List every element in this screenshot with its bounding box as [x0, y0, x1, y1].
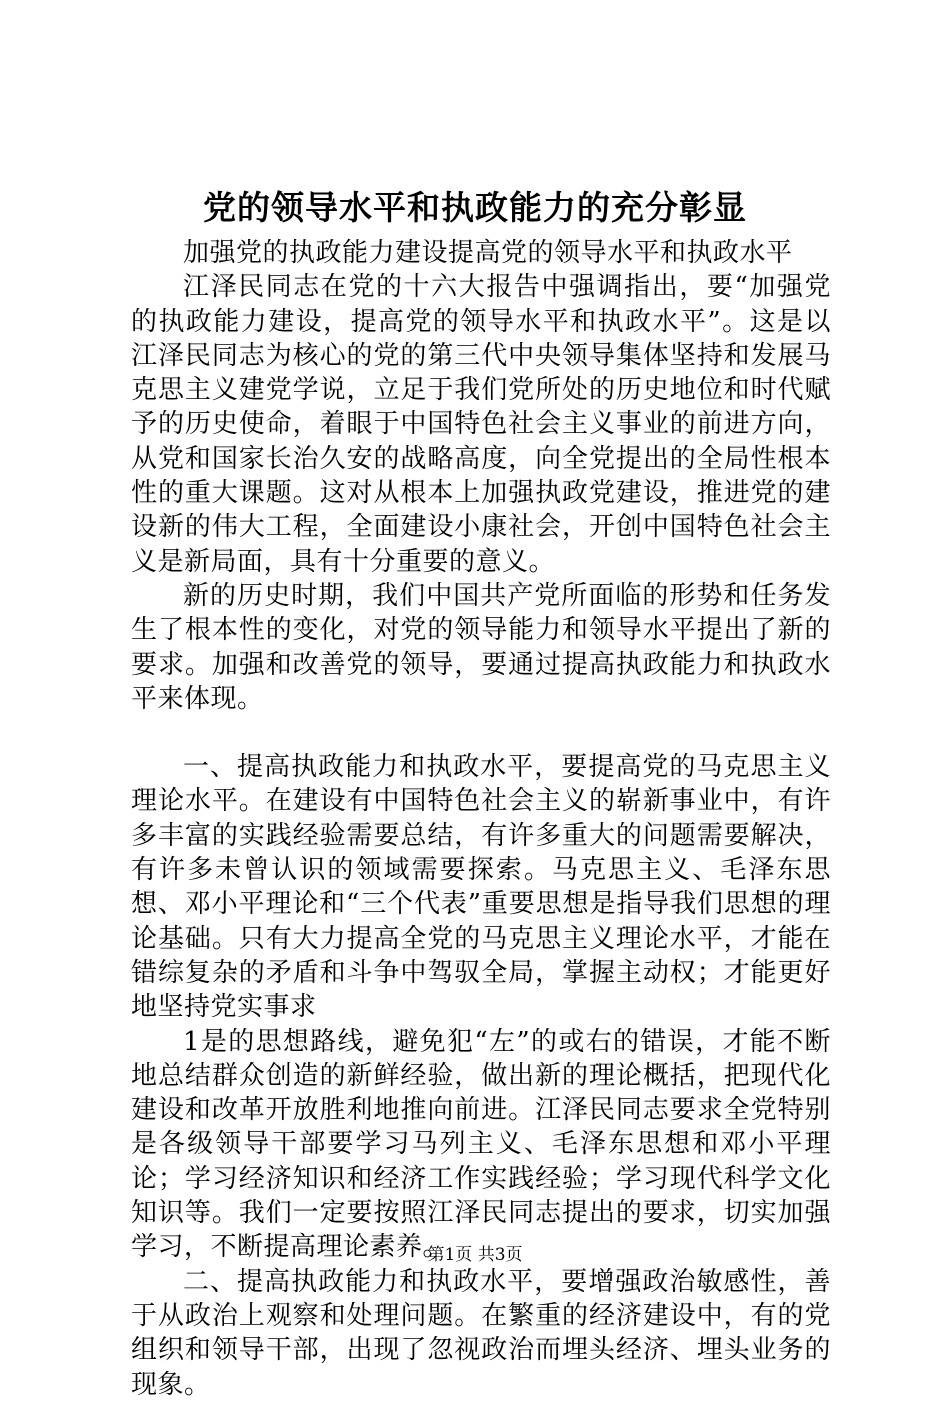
- page-footer: 第1页 共3页: [427, 1245, 523, 1265]
- body-paragraph: 二、提高执政能力和执政水平，要增强政治敏感性，善于从政治上观察和处理问题。在繁重的经济建设中，有的党组织和领导干部，出现了忽视政治而埋头经济、埋头业务的现象。: [131, 1266, 831, 1400]
- body-paragraph: 1是的思想路线，避免犯“左”的或右的错误，才能不断地总结群众创造的新鲜经验，做出新的理论概括，把现代化建设和改革开放胜利地推向前进。江泽民同志要求全党特别是各级领导干部要学习马列主义、毛泽东思想和邓小平理论；学习经济知识和经济工作实践经验；学习现代科学文化知识等。我们一定要按照江泽民同志提出的要求，切实加强学习，不断提高理论素养。: [131, 1026, 831, 1263]
- subtitle-paragraph: 加强党的执政能力建设提高党的领导水平和执政水平: [183, 238, 793, 268]
- body-paragraph: 新的历史时期，我们中国共产党所面临的形势和任务发生了根本性的变化，对党的领导能力和领导水平提出了新的要求。加强和改善党的领导，要通过提高执政能力和执政水平来体现。: [131, 580, 831, 714]
- document-title: 党的领导水平和执政能力的充分彰显: [203, 188, 747, 227]
- document-body: [131, 236, 831, 1402]
- body-paragraph: 一、提高执政能力和执政水平，要提高党的马克思主义理论水平。在建设有中国特色社会主义的崭新事业中，有许多丰富的实践经验需要总结，有许多重大的问题需要解决，有许多未曾认识的领域需要探索。马克思主义、毛泽东思想、邓小平理论和“三个代表”重要思想是指导我们思想的理论基础。只有大力提高全党的马克思主义理论水平，才能在错综复杂的矛盾和斗争中驾驭全局，掌握主动权；才能更好地坚持党实事求: [131, 752, 831, 1023]
- body-paragraph: 江泽民同志在党的十六大报告中强调指出，要“加强党的执政能力建设，提高党的领导水平和执政水平”。这是以江泽民同志为核心的党的第三代中央领导集体坚持和发展马克思主义建党学说，立足于我们党所处的历史地位和时代赋予的历史使命，着眼于中国特色社会主义事业的前进方向，从党和国家长治久安的战略高度，向全党提出的全局性根本性的重大课题。这对从根本上加强执政党建设，推进党的建设新的伟大工程，全面建设小康社会，开创中国特色社会主义是新局面，具有十分重要的意义。: [131, 272, 831, 577]
